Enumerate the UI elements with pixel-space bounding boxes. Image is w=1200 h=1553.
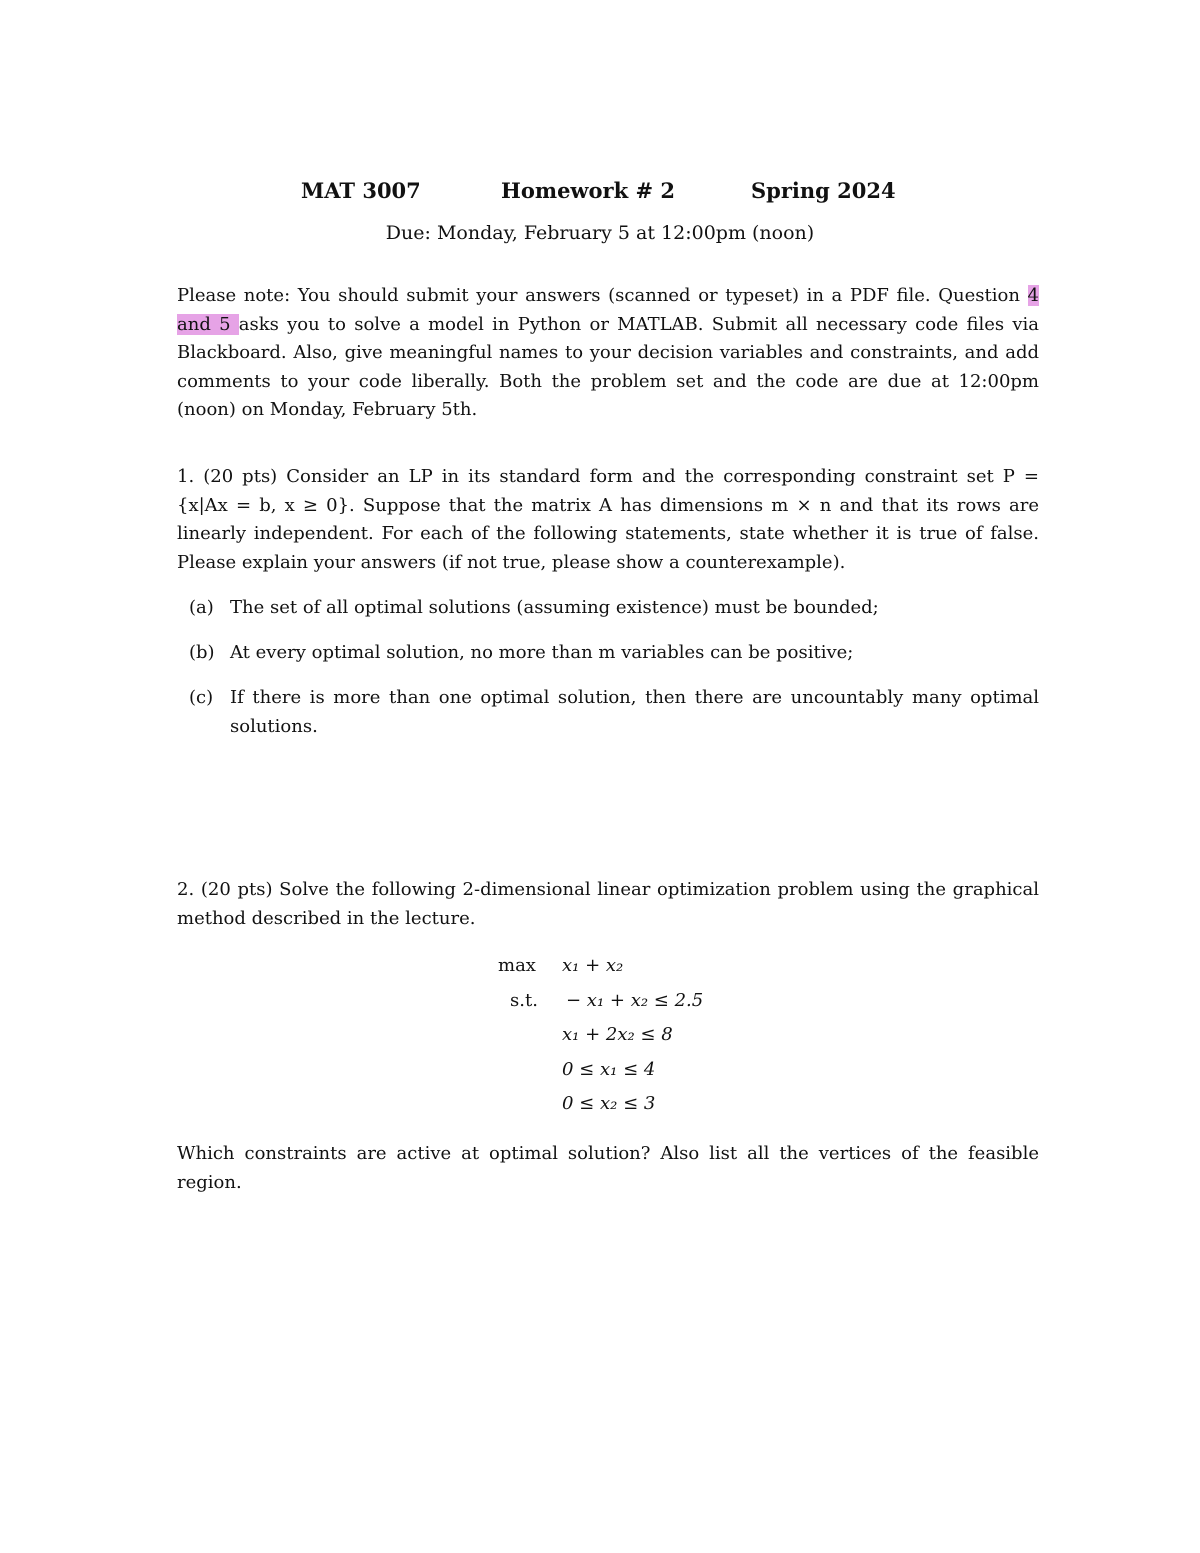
item-text: If there is more than one optimal solution, then there are uncountably many optimal solutions.: [230, 687, 1039, 737]
homework-title: Homework # 2: [501, 178, 675, 203]
constraint: 0 ≤ x₁ ≤ 4: [562, 1059, 656, 1080]
note-paragraph: [177, 282, 1039, 425]
item-label: (b): [189, 642, 215, 663]
st-keyword: s.t.: [510, 990, 538, 1011]
item-text: At every optimal solution, no more than m variables can be positive;: [230, 642, 854, 663]
item-text: The set of all optimal solutions (assuming existence) must be bounded;: [230, 597, 879, 618]
constraint: x₁ + 2x₂ ≤ 8: [562, 1024, 673, 1045]
objective: x₁ + x₂: [562, 955, 624, 976]
question-1-intro: 1. (20 pts) Consider an LP in its standard form and the corresponding constraint set P = {x|Ax = b, x ≥ 0}. Suppose that the matrix A has dimensions m × n and that its rows are linearly independent. For each of the following statements, state whether it is true of false. Please explain your answers (if not true, please show a counterexample).: [177, 466, 1039, 573]
note-lead: Please note: You should submit your answers (scanned or typeset) in a PDF file. Question: [177, 285, 1020, 306]
constraint: 0 ≤ x₂ ≤ 3: [562, 1093, 656, 1114]
due-date: Due: Monday, February 5 at 12:00pm (noon): [385, 222, 815, 244]
question-2-followup: Which constraints are active at optimal solution? Also list all the vertices of the feasible region.: [177, 1143, 1039, 1193]
highlighted-text: 4 and 5: [177, 285, 1039, 335]
question-2-intro: 2. (20 pts) Solve the following 2-dimensional linear optimization problem using the graphical method described in the lecture.: [177, 879, 1039, 929]
item-label: (c): [189, 687, 214, 708]
term: Spring 2024: [751, 178, 896, 203]
max-keyword: max: [498, 955, 536, 976]
note-rest: asks you to solve a model in Python or MATLAB. Submit all necessary code files via Blackboard. Also, give meaningful names to your decision variables and constraints, and add comments to your code liberally. Both the problem set and the code are due at 12:00pm (noon) on Monday, February 5th.: [177, 313, 1039, 420]
constraint: − x₁ + x₂ ≤ 2.5: [566, 990, 704, 1011]
item-label: (a): [189, 597, 214, 618]
header: [0, 178, 1200, 203]
course-code: MAT 3007: [301, 178, 421, 203]
